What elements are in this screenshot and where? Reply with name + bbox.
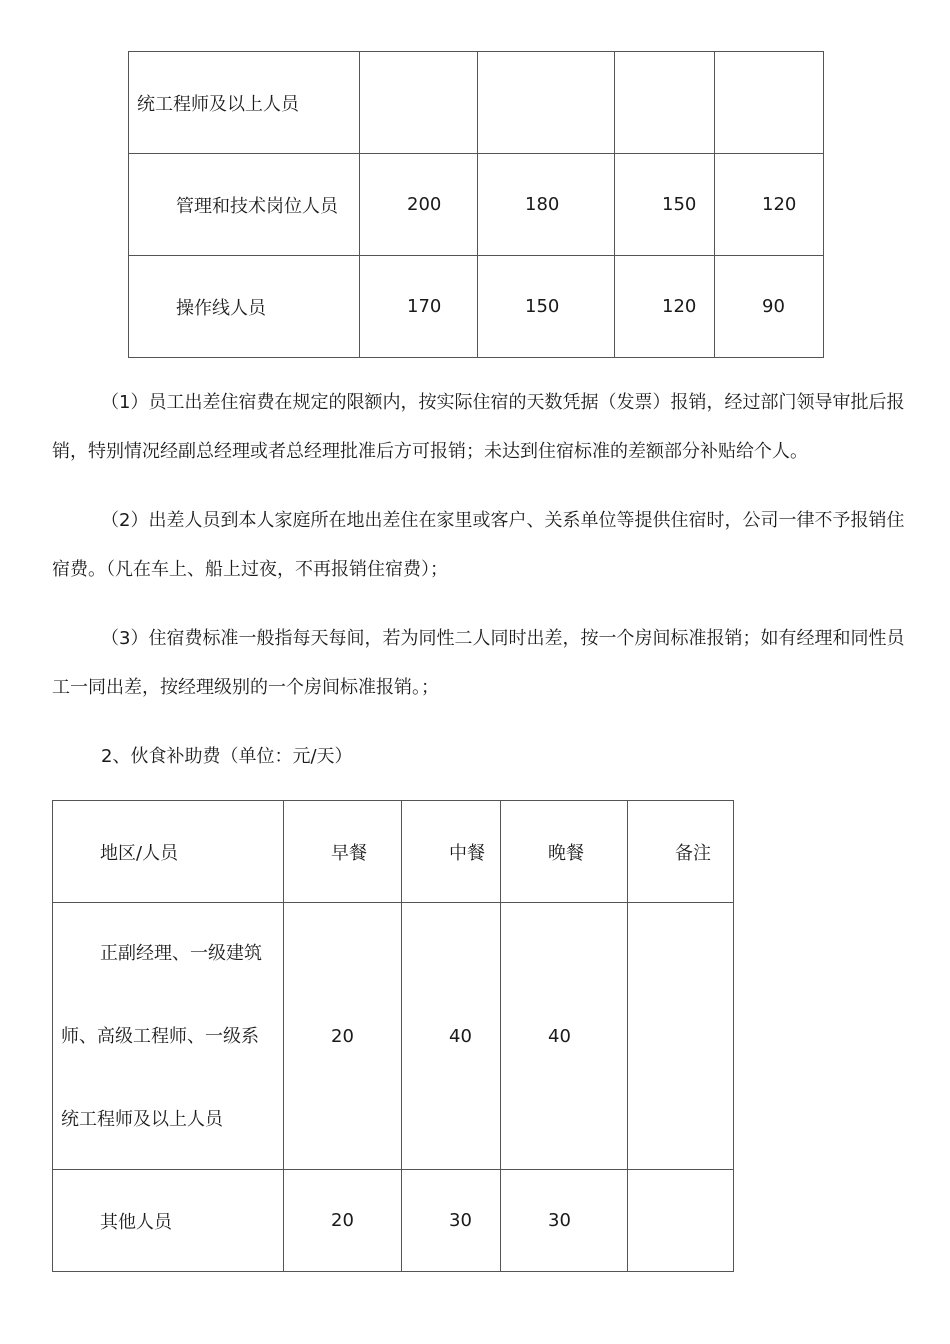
row-label: 正副经理、一级建筑师、高级工程师、一级系统工程师及以上人员 bbox=[53, 903, 284, 1170]
table-header-row bbox=[53, 801, 734, 903]
table-cell bbox=[628, 903, 734, 1170]
table-cell: 40 bbox=[501, 903, 628, 1170]
table-cell: 20 bbox=[284, 903, 402, 1170]
table-row bbox=[129, 154, 824, 256]
table-cell: 30 bbox=[501, 1170, 628, 1272]
table-row bbox=[129, 52, 824, 154]
meal-allowance-table bbox=[52, 800, 734, 1272]
table-cell: 150 bbox=[478, 256, 615, 358]
header-breakfast: 早餐 bbox=[284, 801, 402, 903]
row-label: 管理和技术岗位人员 bbox=[129, 154, 360, 256]
table-row bbox=[53, 1170, 734, 1272]
section-title-meal: 2、伙食补助费（单位：元/天） bbox=[101, 746, 353, 767]
row-label: 操作线人员 bbox=[129, 256, 360, 358]
table-cell: 90 bbox=[715, 256, 824, 358]
row-label: 统工程师及以上人员 bbox=[129, 52, 360, 154]
table-cell: 120 bbox=[615, 256, 715, 358]
table-row bbox=[129, 256, 824, 358]
table-cell bbox=[615, 52, 715, 154]
header-region: 地区/人员 bbox=[53, 801, 284, 903]
table-row bbox=[53, 903, 734, 1170]
paragraph-1: （1）员工出差住宿费在规定的限额内，按实际住宿的天数凭据（发票）报销，经过部门领导审批后报销，特别情况经副总经理或者总经理批准后方可报销；未达到住宿标准的差额部分补贴给个人。 bbox=[52, 392, 905, 462]
table-cell: 40 bbox=[402, 903, 501, 1170]
table-cell: 170 bbox=[360, 256, 478, 358]
header-remarks: 备注 bbox=[628, 801, 734, 903]
header-dinner: 晚餐 bbox=[501, 801, 628, 903]
table-cell: 30 bbox=[402, 1170, 501, 1272]
table-cell bbox=[715, 52, 824, 154]
paragraph-2: （2）出差人员到本人家庭所在地出差住在家里或客户、关系单位等提供住宿时，公司一律不予报销住宿费。（凡在车上、船上过夜，不再报销住宿费）； bbox=[52, 510, 905, 580]
header-lunch: 中餐 bbox=[402, 801, 501, 903]
table-cell: 120 bbox=[715, 154, 824, 256]
table-cell bbox=[628, 1170, 734, 1272]
table-cell: 180 bbox=[478, 154, 615, 256]
table-cell bbox=[360, 52, 478, 154]
lodging-standard-table bbox=[128, 51, 824, 358]
table-cell: 150 bbox=[615, 154, 715, 256]
table-cell: 200 bbox=[360, 154, 478, 256]
table-cell bbox=[478, 52, 615, 154]
table-cell: 20 bbox=[284, 1170, 402, 1272]
row-label: 其他人员 bbox=[53, 1170, 284, 1272]
paragraph-3: （3）住宿费标准一般指每天每间，若为同性二人同时出差，按一个房间标准报销；如有经理和同性员工一同出差，按经理级别的一个房间标准报销。； bbox=[52, 628, 905, 698]
